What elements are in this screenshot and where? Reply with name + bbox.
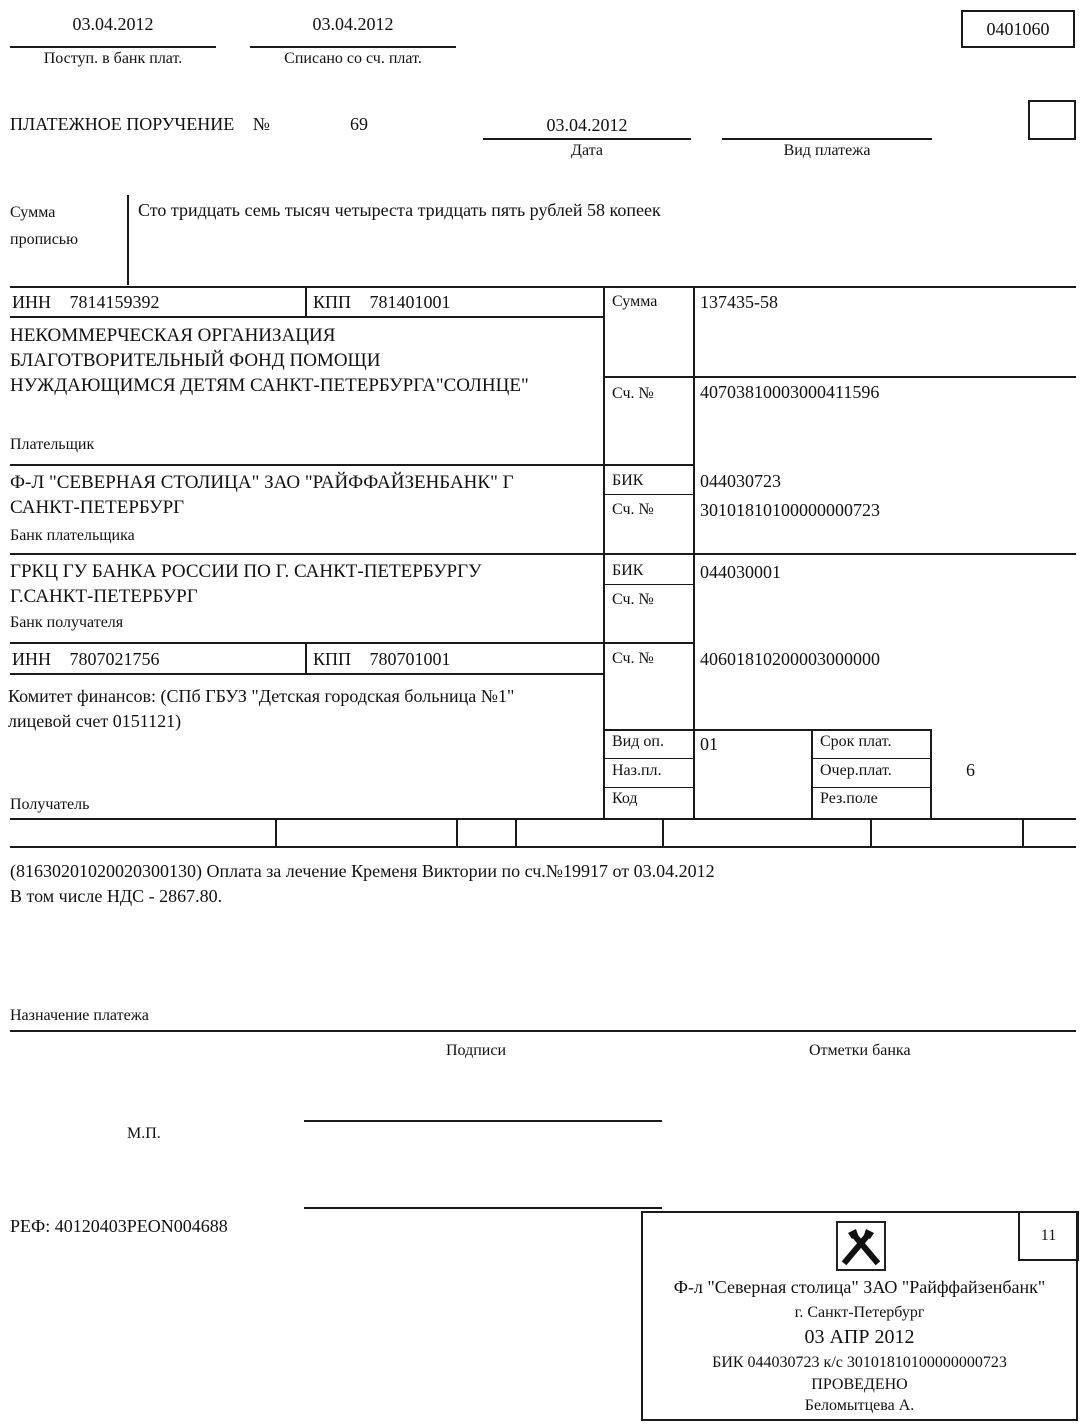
ocher-value: 6 [966, 760, 975, 780]
payee-account-label: Сч. № [612, 650, 654, 667]
ocher-label: Очер.плат. [820, 762, 892, 779]
grid-line-payer-bank [10, 464, 694, 466]
payee-bank-name-line-2: Г.САНКТ-ПЕТЕРБУРГ [10, 586, 198, 607]
order-number: 69 [350, 114, 368, 134]
ref-number: РЕФ: 40120403PEON004688 [10, 1216, 228, 1236]
grid-vline-values [693, 286, 695, 818]
payee-inn-value: 7807021756 [69, 649, 160, 669]
payer-bank-bik-label: БИК [612, 472, 644, 489]
stamp-date: 03 АПР 2012 [804, 1326, 915, 1348]
grid-vline-srok [811, 729, 813, 818]
grid-line-bik1 [604, 494, 694, 495]
debited-label: Списано со сч. плат. [284, 50, 422, 67]
stamp-line-2: г. Санкт-Петербург [794, 1304, 925, 1321]
amount-words-text: Сто тридцать семь тысяч четыреста тридцать пять рублей 58 копеек [138, 200, 661, 220]
grid-line-top [10, 286, 1076, 288]
budget-field-divider-5 [870, 818, 872, 846]
grid-line-payee-bank [10, 553, 1076, 555]
payer-account-label: Сч. № [612, 385, 654, 402]
grid-vline-kpp2 [305, 642, 307, 673]
grid-vline-center [603, 286, 605, 818]
signature-line-1 [304, 1120, 662, 1122]
payee-account-value: 40601810200003000000 [700, 649, 880, 669]
payee-label: Получатель [10, 796, 90, 813]
payee-kpp-value: 780701001 [369, 649, 451, 669]
rez-label: Рез.поле [820, 790, 878, 807]
payee-bank-bik-label: БИК [612, 562, 644, 579]
grid-line-bik2 [604, 584, 694, 585]
payer-bank-account-label: Сч. № [612, 501, 654, 518]
payee-bank-label: Банк получателя [10, 614, 124, 631]
payment-type-label: Вид платежа [783, 142, 871, 159]
signature-line-2 [304, 1207, 662, 1209]
payer-inn-label: ИНН [12, 292, 51, 312]
payee-kpp-label: КПП [313, 649, 352, 669]
payer-name [10, 323, 529, 398]
srok-label: Срок плат. [820, 733, 892, 750]
stamp-officer: Беломытцева А. [804, 1397, 915, 1414]
order-title-text: ПЛАТЕЖНОЕ ПОРУЧЕНИЕ [10, 114, 235, 134]
amount-words-label-1: Сумма [10, 204, 56, 221]
payee-bank-account-label: Сч. № [612, 591, 654, 608]
budget-field-divider-1 [275, 818, 277, 846]
order-number-sign: № [252, 114, 270, 134]
order-title [10, 114, 270, 135]
amount-words-label [10, 199, 78, 253]
grid-vline-ocher [930, 729, 932, 818]
debited-date: 03.04.2012 [312, 14, 394, 34]
amount-words-divider [127, 195, 129, 285]
payer-bank-label: Банк плательщика [10, 527, 135, 544]
grid-line-budget-bottom [10, 846, 1076, 848]
payer-bank-name [10, 470, 514, 520]
payer-bank-name-line-1: Ф-Л "СЕВЕРНАЯ СТОЛИЦА" ЗАО "РАЙФФАЙЗЕНБАНК" Г [10, 472, 514, 493]
grid-line-sum-account [604, 376, 1076, 378]
payer-label: Плательщик [10, 436, 95, 453]
payee-name [8, 684, 514, 734]
form-code: 0401060 [986, 19, 1050, 39]
stamp-number-box [1018, 1211, 1079, 1261]
payee-kpp [313, 649, 451, 670]
grid-line-inn-payer [10, 316, 604, 318]
purpose-text [10, 859, 715, 909]
payment-code-box [1028, 100, 1076, 140]
raiffeisen-crossed-horses-icon [836, 1221, 886, 1271]
grid-line-payee-inn [10, 642, 694, 644]
purpose-line-1: (81630201020020300130) Оплата за лечение Кременя Виктории по сч.№19917 от 03.04.2012 [10, 861, 715, 881]
payee-inn [12, 649, 160, 670]
stamp-line-3: БИК 044030723 к/с 30101810100000000723 [712, 1354, 1007, 1371]
grid-line-ops-mid1b [812, 758, 930, 759]
purpose-line [10, 1030, 1076, 1032]
budget-field-divider-3 [515, 818, 517, 846]
amount-words-label-2: прописью [10, 231, 79, 248]
budget-field-divider-2 [456, 818, 458, 846]
payee-bank-bik-value: 044030001 [700, 562, 781, 582]
debited-date-line [250, 46, 456, 48]
received-label: Поступ. в банк плат. [43, 50, 183, 67]
grid-line-ops-top [604, 729, 930, 731]
payee-name-line-1: Комитет финансов: (СПб ГБУЗ "Детская городская больница №1" [8, 686, 515, 706]
budget-field-divider-4 [662, 818, 664, 846]
payment-type-line [722, 138, 932, 140]
stamp-number: 11 [1040, 1227, 1057, 1244]
payee-name-line-2: лицевой счет 0151121) [8, 711, 182, 731]
purpose-label: Назначение платежа [10, 1007, 149, 1024]
naz-pl-label: Наз.пл. [612, 762, 662, 779]
stamp-place-label: М.П. [127, 1125, 161, 1142]
bank-stamp [641, 1211, 1078, 1421]
vid-op-value: 01 [700, 734, 718, 754]
payer-name-line-1: НЕКОММЕРЧЕСКАЯ ОРГАНИЗАЦИЯ [10, 325, 336, 346]
sum-label: Сумма [612, 293, 658, 310]
grid-line-ops-mid1 [604, 758, 694, 759]
kod-label: Код [612, 790, 638, 807]
payer-kpp-value: 781401001 [369, 292, 451, 312]
payer-inn-value: 7814159392 [69, 292, 160, 312]
sum-value: 137435-58 [700, 292, 778, 312]
order-date: 03.04.2012 [546, 115, 628, 135]
payee-bank-name-line-1: ГРКЦ ГУ БАНКА РОССИИ ПО Г. САНКТ-ПЕТЕРБУРГУ [10, 561, 482, 582]
grid-line-ops-mid2 [604, 787, 694, 788]
signatures-label: Подписи [446, 1042, 507, 1059]
grid-line-inn-payee-bottom [10, 673, 604, 675]
payer-bank-name-line-2: САНКТ-ПЕТЕРБУРГ [10, 497, 185, 518]
payer-inn [12, 292, 160, 313]
received-date-line [10, 46, 216, 48]
bank-marks-label: Отметки банка [809, 1042, 911, 1059]
payer-bank-bik-value: 044030723 [700, 471, 781, 491]
stamp-line-1: Ф-л "Северная столица" ЗАО "Райффайзенбанк" [673, 1277, 1046, 1297]
form-code-box [961, 10, 1075, 48]
payer-kpp [313, 292, 451, 313]
grid-vline-kpp1 [305, 286, 307, 316]
payer-kpp-label: КПП [313, 292, 352, 312]
order-date-line [483, 138, 691, 140]
order-date-label: Дата [571, 142, 603, 159]
stamp-status: ПРОВЕДЕНО [811, 1376, 908, 1393]
grid-line-ops-mid2b [812, 787, 930, 788]
payee-bank-name [10, 559, 482, 609]
payer-name-line-3: НУЖДАЮЩИМСЯ ДЕТЯМ САНКТ-ПЕТЕРБУРГА"СОЛНЦЕ" [10, 375, 529, 396]
vid-op-label: Вид оп. [612, 733, 664, 750]
payee-inn-label: ИНН [12, 649, 51, 669]
received-date: 03.04.2012 [72, 14, 154, 34]
payer-bank-account-value: 30101810100000000723 [700, 500, 880, 520]
budget-field-divider-6 [1022, 818, 1024, 846]
payer-account-value: 40703810003000411596 [700, 382, 880, 402]
purpose-line-2: В том числе НДС - 2867.80. [10, 886, 223, 906]
grid-line-ops-bottom [10, 818, 1076, 820]
payer-name-line-2: БЛАГОТВОРИТЕЛЬНЫЙ ФОНД ПОМОЩИ [10, 350, 381, 371]
